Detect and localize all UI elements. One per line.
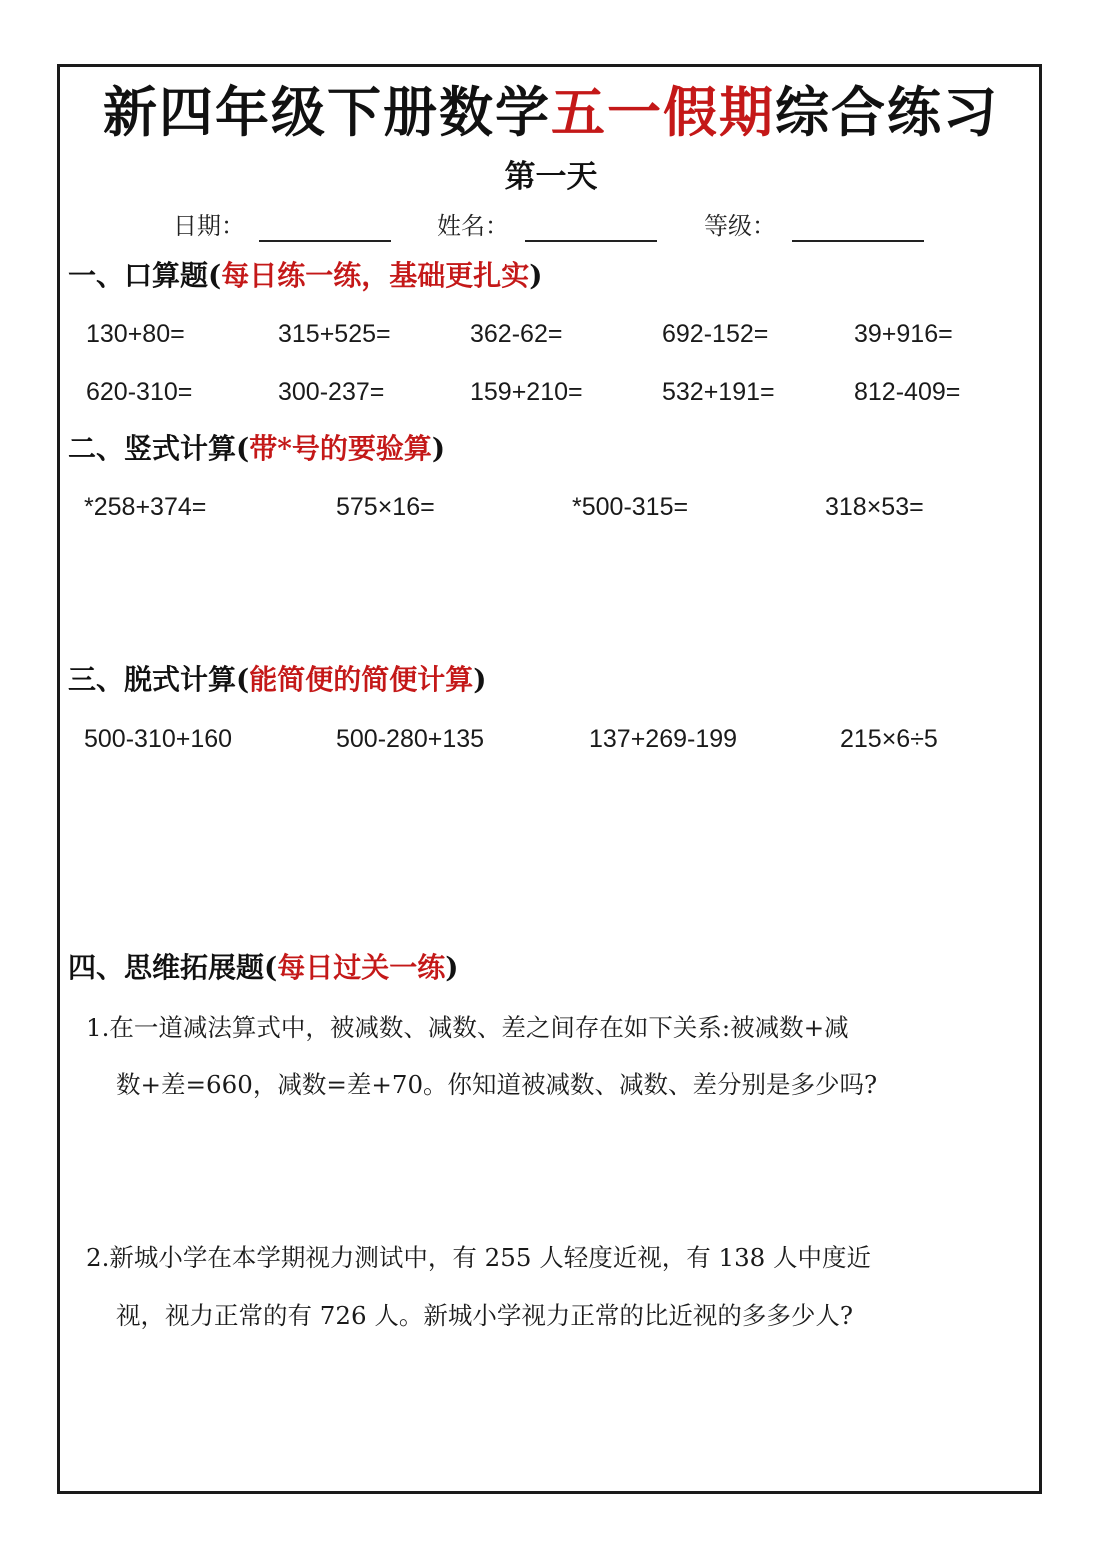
word-problem-2-line1: 2.新城小学在本学期视力测试中，有 255 人轻度近视，有 138 人中度近 xyxy=(86,1243,872,1272)
section-2-suffix: ) xyxy=(431,432,446,465)
section-3-prefix: 三、脱式计算( xyxy=(68,663,250,696)
section-2-heading xyxy=(68,431,445,467)
name-field[interactable] xyxy=(525,240,657,242)
section-1-suffix: ) xyxy=(529,259,543,292)
section-3-suffix: ) xyxy=(473,663,487,696)
oral-problem: 300-237= xyxy=(278,378,385,406)
title-highlight: 五一假期 xyxy=(551,80,775,144)
section-2-note: 带*号的要验算 xyxy=(249,432,432,465)
section-1-note: 每日练一练，基础更扎实 xyxy=(221,259,530,292)
date-field[interactable] xyxy=(259,240,391,242)
name-label: 姓名： xyxy=(437,212,509,240)
oral-problem: 159+210= xyxy=(470,378,583,406)
section-4-note: 每日过关一练 xyxy=(277,951,446,984)
grade-label: 等级： xyxy=(704,212,776,240)
word-problem-1-line1: 1.在一道减法算式中，被减数、减数、差之间存在如下关系:被减数+减 xyxy=(86,1013,849,1042)
date-label: 日期： xyxy=(173,212,245,240)
stepwise-calc-problem: 500-280+135 xyxy=(336,725,485,753)
word-problem-1-line2: 数+差=660，减数=差+70。你知道被减数、减数、差分别是多少吗? xyxy=(116,1070,878,1099)
section-4-heading xyxy=(68,950,459,986)
page-title xyxy=(0,80,1102,144)
section-3-note: 能简便的简便计算 xyxy=(249,663,474,696)
oral-problem: 692-152= xyxy=(662,320,769,348)
stepwise-calc-problem: 215×6÷5 xyxy=(840,725,938,753)
vertical-calc-problem: *500-315= xyxy=(572,493,689,521)
grade-field[interactable] xyxy=(792,240,924,242)
title-part1: 新四年级下册数学 xyxy=(103,80,551,144)
title-part2: 综合练习 xyxy=(775,80,999,144)
section-4-prefix: 四、思维拓展题( xyxy=(68,951,278,984)
oral-problem: 812-409= xyxy=(854,378,961,406)
section-1-heading xyxy=(68,258,543,294)
word-problem-2-line2: 视，视力正常的有 726 人。新城小学视力正常的比近视的多多少人? xyxy=(116,1301,853,1330)
oral-problem: 315+525= xyxy=(278,320,391,348)
vertical-calc-problem: 575×16= xyxy=(336,493,435,521)
page-subtitle: 第一天 xyxy=(504,159,598,195)
oral-problem: 39+916= xyxy=(854,320,953,348)
section-3-heading xyxy=(68,662,487,698)
vertical-calc-problem: *258+374= xyxy=(84,493,207,521)
oral-problem: 620-310= xyxy=(86,378,193,406)
oral-problem: 130+80= xyxy=(86,320,185,348)
section-2-prefix: 二、竖式计算( xyxy=(68,432,250,465)
stepwise-calc-problem: 137+269-199 xyxy=(589,725,738,753)
stepwise-calc-problem: 500-310+160 xyxy=(84,725,233,753)
section-4-suffix: ) xyxy=(445,951,459,984)
oral-problem: 532+191= xyxy=(662,378,775,406)
section-1-prefix: 一、口算题( xyxy=(68,259,222,292)
vertical-calc-problem: 318×53= xyxy=(825,493,924,521)
oral-problem: 362-62= xyxy=(470,320,563,348)
